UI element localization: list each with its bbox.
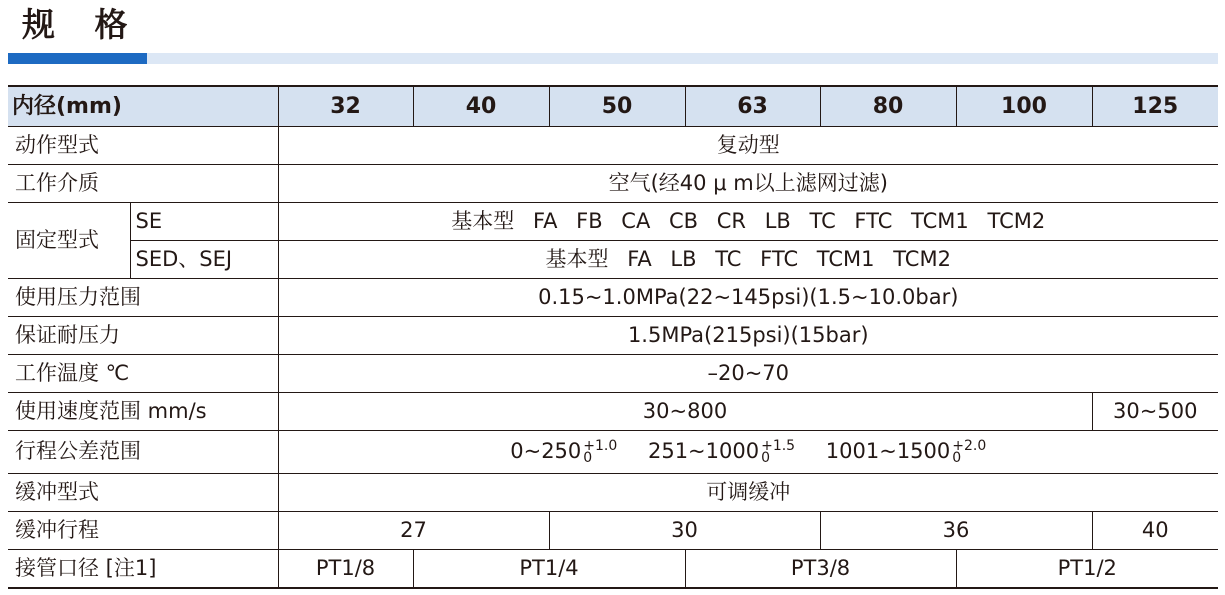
bore-32: 32 (278, 86, 413, 127)
mounting-se-value: 基本型 FA FB CA CB CR LB TC FTC TCM1 TCM2 (278, 202, 1218, 240)
pressure-range-label: 使用压力范围 (8, 278, 278, 316)
pressure-range-value: 0.15~1.0MPa(22~145psi)(1.5~10.0bar) (278, 278, 1218, 316)
port-value: PT3/8 (685, 549, 956, 588)
action-row (8, 127, 1218, 165)
speed-row (8, 392, 1218, 430)
spec-table (8, 85, 1218, 589)
port-value: PT1/8 (278, 549, 413, 588)
bore-125: 125 (1092, 86, 1218, 127)
title-underline (147, 53, 1218, 64)
mounting-sed-value: 基本型 FA LB TC FTC TCM1 TCM2 (278, 240, 1218, 278)
bore-80: 80 (820, 86, 956, 127)
port-label: 接管口径 [注1] (8, 549, 278, 588)
cushion-type-value: 可调缓冲 (278, 473, 1218, 511)
tolerance-item: 1001~1500 +2.0 0 (825, 437, 987, 466)
port-value: PT1/4 (413, 549, 685, 588)
mounting-sed-row (8, 240, 1218, 278)
title-underline-accent (8, 53, 147, 64)
mounting-label: 固定型式 (8, 202, 130, 278)
medium-label: 工作介质 (8, 164, 278, 202)
medium-value: 空气(经40 μ m以上滤网过滤) (278, 164, 1218, 202)
action-label: 动作型式 (8, 127, 278, 165)
temperature-row (8, 354, 1218, 392)
cushion-stroke-value: 30 (549, 511, 820, 549)
mounting-sed-label: SED、SEJ (130, 240, 278, 278)
tolerance-item: 251~1000 +1.5 0 (647, 437, 796, 466)
stroke-tolerance-label: 行程公差范围 (8, 430, 278, 473)
proof-pressure-value: 1.5MPa(215psi)(15bar) (278, 316, 1218, 354)
bore-50: 50 (549, 86, 685, 127)
tolerance-item: 0~250 +1.0 0 (510, 437, 618, 466)
temperature-value: –20~70 (278, 354, 1218, 392)
mounting-se-row (8, 202, 1218, 240)
bore-63: 63 (685, 86, 820, 127)
pressure-range-row (8, 278, 1218, 316)
cushion-stroke-value: 40 (1092, 511, 1218, 549)
header-row (8, 86, 1218, 127)
proof-pressure-row (8, 316, 1218, 354)
stroke-tolerance-value (278, 430, 1218, 473)
proof-pressure-label: 保证耐压力 (8, 316, 278, 354)
port-value: PT1/2 (956, 549, 1218, 588)
speed-value-large: 30~500 (1092, 392, 1218, 430)
cushion-stroke-label: 缓冲行程 (8, 511, 278, 549)
bore-100: 100 (956, 86, 1092, 127)
medium-row (8, 164, 1218, 202)
cushion-type-label: 缓冲型式 (8, 473, 278, 511)
bore-header-label: 内径(mm) (8, 86, 278, 127)
mounting-se-label: SE (130, 202, 278, 240)
temperature-label: 工作温度 ℃ (8, 354, 278, 392)
cushion-type-row (8, 473, 1218, 511)
action-value: 复动型 (278, 127, 1218, 165)
cushion-stroke-value: 27 (278, 511, 549, 549)
speed-label: 使用速度范围 mm/s (8, 392, 278, 430)
stroke-tolerance-row (8, 430, 1218, 473)
port-row (8, 549, 1218, 588)
cushion-stroke-row (8, 511, 1218, 549)
cushion-stroke-value: 36 (820, 511, 1092, 549)
speed-value-small: 30~800 (278, 392, 1092, 430)
bore-40: 40 (413, 86, 549, 127)
page-title: 规 格 (22, 5, 142, 44)
